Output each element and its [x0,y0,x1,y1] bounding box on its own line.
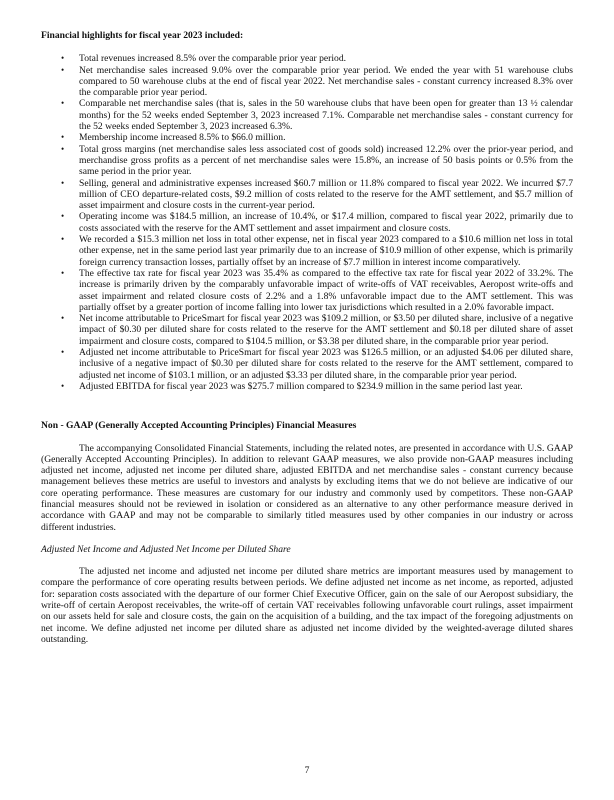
bullet-icon: • [61,53,65,64]
highlight-text: The effective tax rate for fiscal year 2023 was 35.4% as compared to the effective tax rate for fiscal year 2022 of 33.2%. The increase is primarily driven by the comparably unfavorable impact of write-offs of VAT receivables, Aeropost write-offs and asset impairment and related closure costs of 2.2% and a 1.8% unfavorable impact due to the AMT settlement. This was partially offset by a greater portion of income falling into lower tax jurisdictions which resulted in a 2.0% favorable impact. [79,267,573,313]
highlight-item [41,53,573,64]
bullet-icon: • [61,313,65,324]
bullet-icon: • [61,267,65,278]
highlight-text: Selling, general and administrative expenses increased $60.7 million or 11.8% compared to fiscal year 2022. We incurred $7.7 million of CEO departure-related costs, $9.2 million of costs related to the reserve for the AMT settlement, and $5.7 million of asset impairment and closure costs in the current-year period. [79,177,573,212]
bullet-icon: • [61,98,65,109]
highlights-list [41,53,573,392]
highlight-text: Total gross margins (net merchandise sales less associated cost of goods sold) increased 12.2% over the prior-year period, and merchandise gross profits as a percent of net merchandise sales were 15.8%, an increase of 50 basis points or 0.5% from the same period in the prior year. [79,143,573,178]
highlight-text: Net income attributable to PriceSmart for fiscal year 2023 was $109.2 million, or $3.50 per diluted share, inclusive of a negative impact of $0.30 per diluted share for costs related to the reserve for the AMT settlement and $0.18 per diluted share of asset impairment and closure costs, compared to $104.5 million, or $3.38 per diluted share, in the comparable prior year period. [79,313,573,347]
highlight-item [41,313,573,347]
highlight-item [41,144,573,178]
bullet-icon: • [61,211,65,222]
highlight-text: Membership income increased 8.5% to $66.0 million. [79,132,286,144]
highlight-item [41,268,573,313]
highlight-item [41,65,573,99]
bullet-icon: • [61,132,65,143]
highlight-item [41,234,573,268]
non-gaap-heading: Non - GAAP (Generally Accepted Accounting Principles) Financial Measures [41,420,357,432]
highlight-text: Total revenues increased 8.5% over the comparable prior year period. [79,53,347,65]
highlight-item [41,211,573,234]
highlight-item [41,381,573,392]
highlight-item [41,347,573,381]
highlight-text: Adjusted net income attributable to PriceSmart for fiscal year 2023 was $126.5 million, or an adjusted $4.06 per diluted share, inclusive of a negative impact of $0.30 per diluted share for costs related to the reserve for the AMT settlement, compared to adjusted net income of $103.1 million, or an adjusted $3.33 per diluted share, in the comparable prior year period. [79,347,573,381]
bullet-icon: • [61,347,65,358]
bullet-icon: • [61,177,65,188]
bullet-icon: • [61,380,65,391]
page-number: 7 [304,765,310,776]
bullet-icon: • [61,234,65,245]
highlight-item [41,178,573,212]
bullet-icon: • [61,64,65,75]
highlight-text: Adjusted EBITDA for fiscal year 2023 was $275.7 million compared to $234.9 million in the same period last year. [79,380,523,392]
highlight-item [41,98,573,132]
adjusted-net-income-subheading: Adjusted Net Income and Adjusted Net Income per Diluted Share [41,543,291,555]
highlight-text: Comparable net merchandise sales (that is, sales in the 50 warehouse clubs that have been open for greater than 13 ½ calendar months) for the 52 weeks ended September 3, 2023 increased 7.1%. Comparable net merchandise sales - constant currency for the 52 weeks ended September 3, 2023 increased 6.3%. [79,98,573,133]
bullet-icon: • [61,143,65,154]
adjusted-net-income-paragraph: The adjusted net income and adjusted net income per diluted share metrics are important measures used by management to compare the performance of core operating results between periods. We define adjusted net income as net income, as reported, adjusted for: separation costs associated with the departure of our former Chief Executive Officer, gain on the sale of our Aeropost subsidiary, the write-off of certain Aeropost receivables, the write-off of certain VAT receivables following unfavorable court rulings, asset impairment on our assets held for sale and closure costs, the gain on the acquisition of a building, and the tax impact of the foregoing adjustments on net income. We define adjusted net income per diluted share as adjusted net income divided by the weighted-average diluted shares outstanding. [41,566,573,645]
highlight-text: Operating income was $184.5 million, an increase of 10.4%, or $17.4 million, compared to fiscal year 2022, primarily due to costs associated with the reserve for the AMT settlement and asset impairment and closure costs. [79,211,573,234]
highlight-text: Net merchandise sales increased 9.0% over the comparable prior year period. We ended the year with 51 warehouse clubs compared to 50 warehouse clubs at the end of fiscal year 2022. Net merchandise sales - constant currency increased 8.3% over the comparable prior year period. [79,64,573,99]
highlights-heading: Financial highlights for fiscal year 2023 included: [41,30,244,41]
highlight-text: We recorded a $15.3 million net loss in total other expense, net in fiscal year 2023 compared to a $10.6 million net loss in total other expense, net in the same period last year primarily due to an increase of $10.9 million of other expense, which is primarily foreign currency transaction losses, partially offset by an increase of $7.7 million in interest income comparatively. [79,234,573,268]
non-gaap-paragraph: The accompanying Consolidated Financial Statements, including the related notes, are presented in accordance with U.S. GAAP (Generally Accepted Accounting Principles). In addition to relevant GAAP measures, we also provide non-GAAP measures including adjusted net income, adjusted net income per diluted share, adjusted EBITDA and net merchandise sales - constant currency because management believes these metrics are useful to investors and analysts by excluding items that we do not believe are indicative of our core operating performance. These measures are customary for our industry and commonly used by competitors. These non-GAAP financial measures should not be reviewed in isolation or considered as an alternative to any other performance measure derived in accordance with GAAP and may not be comparable to similarly titled measures used by other companies in our industry or across different industries. [41,442,573,533]
document-page [41,30,573,645]
highlight-item [41,132,573,143]
